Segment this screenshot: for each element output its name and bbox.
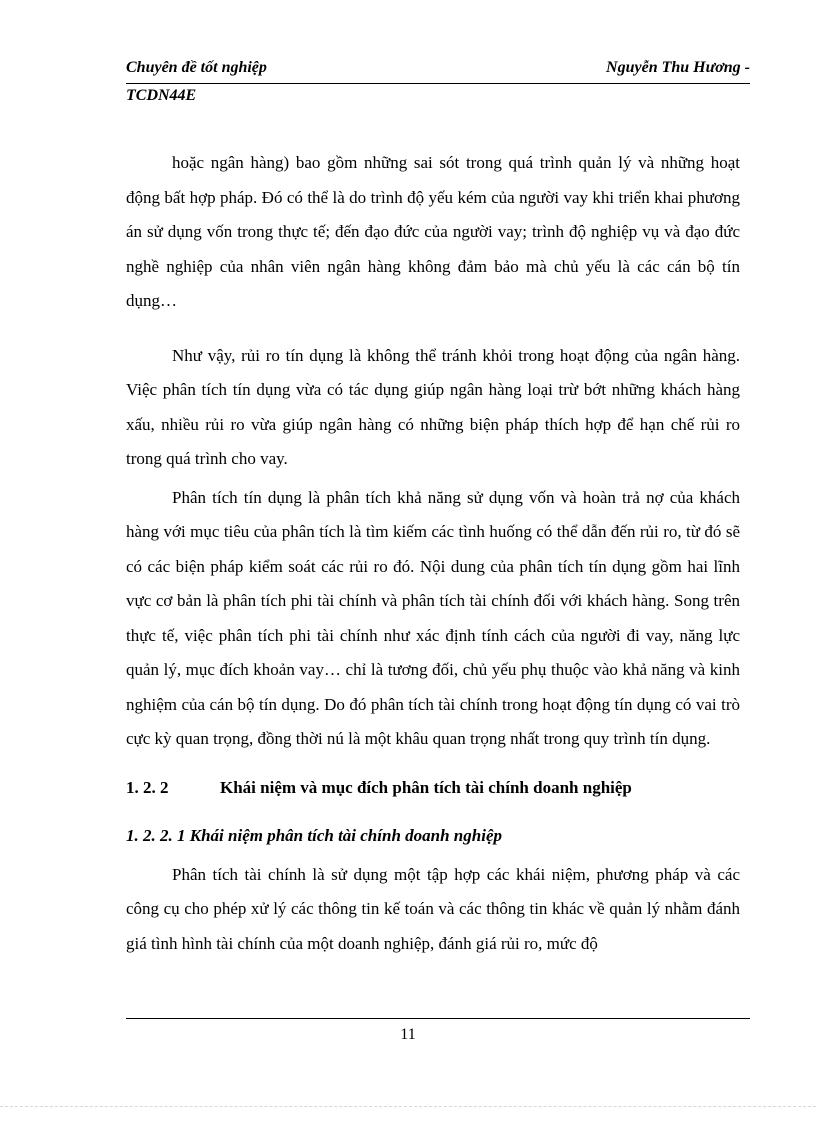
page-number: 11 — [400, 1026, 416, 1043]
subsection-heading-1-2-2-1: 1. 2. 2. 1 Khái niệm phân tích tài chính doanh nghiệp — [126, 826, 502, 845]
paragraph-4: Phân tích tài chính là sử dụng một tập hợp các khái niệm, phương pháp và các công cụ cho phép xử lý các thông tin kế toán và các thông tin khác về quản lý nhằm đánh giá tình hình tài chính của một doanh nghiệp, đánh giá rủi ro, mức độ — [126, 864, 740, 953]
section-number: 1. 2. 2 — [126, 777, 169, 797]
header-rule — [126, 83, 750, 84]
section-title: Khái niệm và mục đích phân tích tài chính doanh nghiệp — [220, 777, 632, 797]
header-row — [126, 56, 750, 80]
header-author: Nguyễn Thu Hương - — [606, 59, 750, 76]
page-body — [126, 146, 740, 961]
section-heading-1-2-2 — [126, 771, 740, 806]
paragraph-gap — [126, 319, 740, 339]
header-left-title: Chuyên đề tốt nghiệp — [126, 59, 267, 76]
paragraph-2: Như vậy, rủi ro tín dụng là không thể tránh khỏi trong hoạt động của ngân hàng. Việc phân tích tín dụng vừa có tác dụng giúp ngân hàng loại trừ bớt những khách hàng xấu, nhiều rủi ro vừa giúp ngân hàng có những biện pháp thích hợp để hạn chế rủi ro trong quá trình cho vay. — [126, 345, 740, 468]
page-header — [126, 56, 750, 108]
paragraph-1: hoặc ngân hàng) bao gồm những sai sót trong quá trình quản lý và những hoạt động bất hợp pháp. Đó có thể là do trình độ yếu kém của người vay khi triển khai phương án sử dụng vốn trong thực tế; đến đạo đức của người vay; trình độ nghiệp vụ và đạo đức nghề nghiệp của nhân viên ngân hàng không đảm bảo mà chủ yếu là các cán bộ tín dụng… — [126, 153, 740, 310]
page-bottom-border — [0, 1106, 816, 1107]
paragraph-3: Phân tích tín dụng là phân tích khả năng sử dụng vốn và hoàn trả nợ của khách hàng với mục tiêu của phân tích là tìm kiếm các tình huống có thể dẫn đến rủi ro, từ đó sẽ có các biện pháp kiểm soát các rủi ro đó. Nội dung của phân tích tín dụng gồm hai lĩnh vực cơ bản là phân tích phi tài chính và phân tích tài chính đối với khách hàng. Song trên thực tế, việc phân tích phi tài chính như xác định tính cách của người đi vay, năng lực quản lý, mục đích khoản vay… chỉ là tương đối, chủ yếu phụ thuộc vào khả năng và kinh nghiệm của cán bộ tín dụng. Do đó phân tích tài chính trong hoạt động tín dụng có vai trò cực kỳ quan trọng, đồng thời nú là một khâu quan trọng nhất trong quy trình tín dụng. — [126, 487, 740, 748]
footer-rule — [126, 1018, 750, 1019]
header-class-code: TCDN44E — [126, 87, 197, 104]
